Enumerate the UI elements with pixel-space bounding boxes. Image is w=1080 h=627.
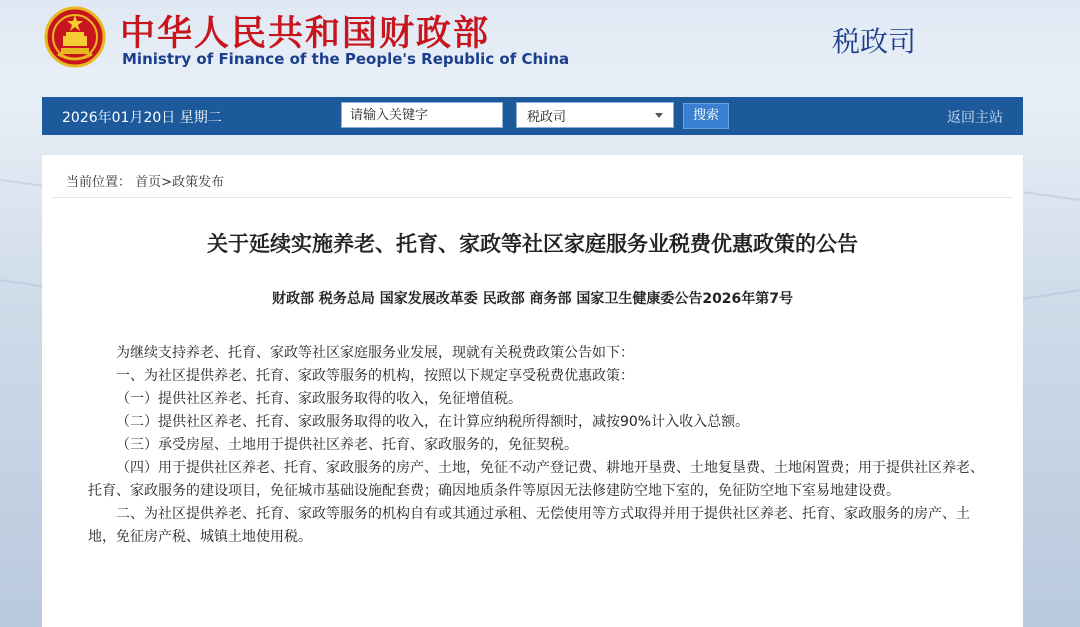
current-date: 2026年01月20日 星期二	[62, 110, 222, 126]
paragraph: （三）承受房屋、土地用于提供社区养老、托育、家政服务的，免征契税。	[116, 437, 578, 453]
site-title-english: Ministry of Finance of the People's Republic of China	[122, 50, 570, 68]
document-number: 财政部 税务总局 国家发展改革委 民政部 商务部 国家卫生健康委公告2026年第7号	[271, 291, 794, 307]
site-header	[0, 0, 1080, 90]
chevron-down-icon	[655, 113, 663, 118]
paragraph: 一、为社区提供养老、托育、家政等服务的机构，按照以下规定享受税费优惠政策：	[116, 368, 634, 384]
search-input[interactable]	[341, 102, 503, 128]
search-button[interactable]: 搜索	[683, 103, 729, 129]
paragraph: （四）用于提供社区养老、托育、家政服务的房产、土地，免征不动产登记费、耕地开垦费、土地复垦费、土地闲置费；用于提供社区养老、托育、家政服务的建设项目，免征城市基础设施配套费；确因地质条件等原因无法修建防空地下室的，免征防空地下室易地建设费。	[88, 460, 984, 499]
national-emblem-icon	[44, 6, 106, 68]
paragraph: 为继续支持养老、托育、家政等社区家庭服务业发展，现就有关税费政策公告如下：	[116, 345, 634, 361]
article-body	[88, 342, 988, 549]
breadcrumb	[66, 171, 224, 190]
department-name: 税政司	[832, 25, 917, 58]
divider	[52, 197, 1013, 198]
breadcrumb-section-link[interactable]: 政策发布	[172, 175, 225, 190]
return-home-link[interactable]: 返回主站	[947, 110, 1003, 126]
site-title-chinese: 中华人民共和国财政部	[120, 14, 491, 54]
breadcrumb-home-link[interactable]: 首页	[135, 175, 162, 190]
paragraph: 二、为社区提供养老、托育、家政等服务的机构自有或其通过承租、无偿使用等方式取得并用于提供社区养老、托育、家政服务的房产、土地，免征房产税、城镇土地使用税。	[88, 506, 970, 545]
department-select-value: 税政司	[527, 110, 567, 125]
article-title: 关于延续实施养老、托育、家政等社区家庭服务业税费优惠政策的公告	[207, 232, 858, 256]
paragraph: （一）提供社区养老、托育、家政服务取得的收入，免征增值税。	[116, 391, 522, 407]
navigation-bar	[42, 97, 1023, 135]
breadcrumb-separator: >	[161, 175, 173, 190]
paragraph: （二）提供社区养老、托育、家政服务取得的收入，在计算应纳税所得额时，减按90%计入收入总额。	[116, 414, 750, 430]
article-panel	[42, 155, 1023, 627]
breadcrumb-label: 当前位置：	[66, 175, 132, 190]
department-select[interactable]	[516, 102, 674, 128]
